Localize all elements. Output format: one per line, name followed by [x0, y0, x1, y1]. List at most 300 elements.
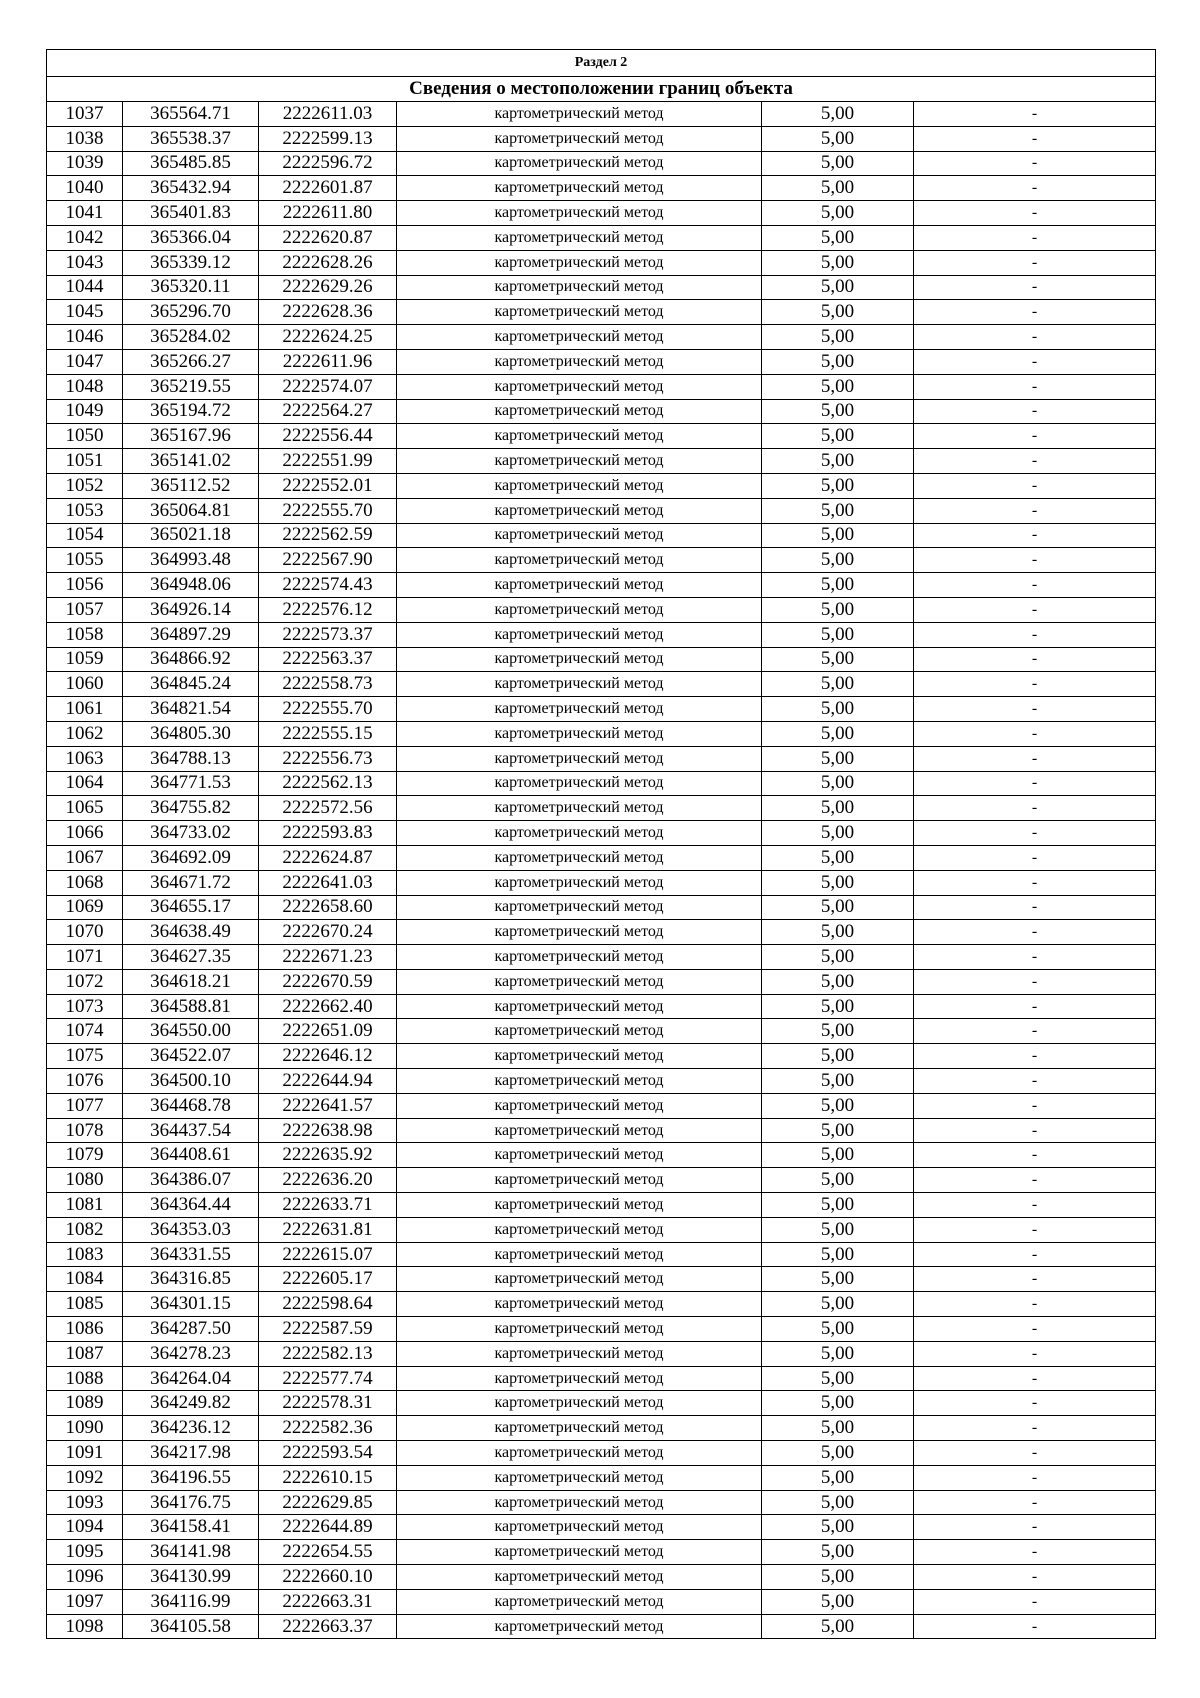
- x-coordinate-cell: 364588.81: [123, 994, 259, 1019]
- table-row: [47, 473, 1156, 498]
- method-cell: картометрический метод: [397, 895, 762, 920]
- table-row: [47, 201, 1156, 226]
- point-number-cell: 1095: [47, 1540, 123, 1565]
- y-coordinate-cell: 2222611.80: [259, 201, 397, 226]
- y-coordinate-cell: 2222598.64: [259, 1292, 397, 1317]
- point-number-cell: 1064: [47, 771, 123, 796]
- method-cell: картометрический метод: [397, 1292, 762, 1317]
- method-cell: картометрический метод: [397, 1614, 762, 1639]
- x-coordinate-cell: 364331.55: [123, 1242, 259, 1267]
- x-coordinate-cell: 364158.41: [123, 1515, 259, 1540]
- y-coordinate-cell: 2222552.01: [259, 473, 397, 498]
- x-coordinate-cell: 364897.29: [123, 622, 259, 647]
- note-cell: -: [914, 473, 1156, 498]
- note-cell: -: [914, 1242, 1156, 1267]
- table-row: [47, 1317, 1156, 1342]
- note-cell: -: [914, 1416, 1156, 1441]
- accuracy-cell: 5,00: [762, 920, 914, 945]
- point-number-cell: 1096: [47, 1565, 123, 1590]
- y-coordinate-cell: 2222605.17: [259, 1267, 397, 1292]
- x-coordinate-cell: 364437.54: [123, 1118, 259, 1143]
- table-row: [47, 548, 1156, 573]
- y-coordinate-cell: 2222636.20: [259, 1168, 397, 1193]
- y-coordinate-cell: 2222611.96: [259, 349, 397, 374]
- point-number-cell: 1093: [47, 1490, 123, 1515]
- table-row: [47, 1416, 1156, 1441]
- accuracy-cell: 5,00: [762, 870, 914, 895]
- x-coordinate-cell: 364522.07: [123, 1044, 259, 1069]
- point-number-cell: 1075: [47, 1044, 123, 1069]
- note-cell: -: [914, 870, 1156, 895]
- method-cell: картометрический метод: [397, 126, 762, 151]
- point-number-cell: 1044: [47, 275, 123, 300]
- note-cell: -: [914, 1044, 1156, 1069]
- y-coordinate-cell: 2222658.60: [259, 895, 397, 920]
- accuracy-cell: 5,00: [762, 597, 914, 622]
- x-coordinate-cell: 365266.27: [123, 349, 259, 374]
- accuracy-cell: 5,00: [762, 1193, 914, 1218]
- note-cell: -: [914, 225, 1156, 250]
- table-row: [47, 870, 1156, 895]
- x-coordinate-cell: 364353.03: [123, 1217, 259, 1242]
- accuracy-cell: 5,00: [762, 845, 914, 870]
- note-cell: -: [914, 796, 1156, 821]
- point-number-cell: 1053: [47, 498, 123, 523]
- method-cell: картометрический метод: [397, 1589, 762, 1614]
- method-cell: картометрический метод: [397, 548, 762, 573]
- table-row: [47, 647, 1156, 672]
- y-coordinate-cell: 2222562.13: [259, 771, 397, 796]
- method-cell: картометрический метод: [397, 920, 762, 945]
- accuracy-cell: 5,00: [762, 473, 914, 498]
- y-coordinate-cell: 2222628.26: [259, 250, 397, 275]
- y-coordinate-cell: 2222660.10: [259, 1565, 397, 1590]
- table-row: [47, 845, 1156, 870]
- x-coordinate-cell: 364316.85: [123, 1267, 259, 1292]
- table-row: [47, 721, 1156, 746]
- accuracy-cell: 5,00: [762, 1614, 914, 1639]
- note-cell: -: [914, 895, 1156, 920]
- point-number-cell: 1037: [47, 102, 123, 127]
- note-cell: -: [914, 573, 1156, 598]
- y-coordinate-cell: 2222635.92: [259, 1143, 397, 1168]
- y-coordinate-cell: 2222558.73: [259, 672, 397, 697]
- table-row: [47, 969, 1156, 994]
- note-cell: -: [914, 672, 1156, 697]
- x-coordinate-cell: 364301.15: [123, 1292, 259, 1317]
- table-row: [47, 523, 1156, 548]
- point-number-cell: 1087: [47, 1341, 123, 1366]
- accuracy-cell: 5,00: [762, 1416, 914, 1441]
- method-cell: картометрический метод: [397, 1317, 762, 1342]
- point-number-cell: 1072: [47, 969, 123, 994]
- table-row: [47, 349, 1156, 374]
- table-row: [47, 1292, 1156, 1317]
- note-cell: -: [914, 399, 1156, 424]
- point-number-cell: 1084: [47, 1267, 123, 1292]
- accuracy-cell: 5,00: [762, 672, 914, 697]
- section-header-row: [47, 50, 1156, 77]
- note-cell: -: [914, 1217, 1156, 1242]
- accuracy-cell: 5,00: [762, 622, 914, 647]
- note-cell: -: [914, 1391, 1156, 1416]
- point-number-cell: 1076: [47, 1069, 123, 1094]
- point-number-cell: 1055: [47, 548, 123, 573]
- y-coordinate-cell: 2222633.71: [259, 1193, 397, 1218]
- point-number-cell: 1068: [47, 870, 123, 895]
- note-cell: -: [914, 1366, 1156, 1391]
- y-coordinate-cell: 2222641.03: [259, 870, 397, 895]
- accuracy-cell: 5,00: [762, 523, 914, 548]
- accuracy-cell: 5,00: [762, 151, 914, 176]
- y-coordinate-cell: 2222556.44: [259, 424, 397, 449]
- point-number-cell: 1062: [47, 721, 123, 746]
- accuracy-cell: 5,00: [762, 300, 914, 325]
- note-cell: -: [914, 176, 1156, 201]
- title-header-row: [47, 77, 1156, 102]
- method-cell: картометрический метод: [397, 697, 762, 722]
- table-row: [47, 225, 1156, 250]
- method-cell: картометрический метод: [397, 1118, 762, 1143]
- note-cell: -: [914, 994, 1156, 1019]
- point-number-cell: 1052: [47, 473, 123, 498]
- accuracy-cell: 5,00: [762, 1093, 914, 1118]
- table-row: [47, 1565, 1156, 1590]
- y-coordinate-cell: 2222573.37: [259, 622, 397, 647]
- table-row: [47, 250, 1156, 275]
- note-cell: -: [914, 969, 1156, 994]
- note-cell: -: [914, 920, 1156, 945]
- method-cell: картометрический метод: [397, 473, 762, 498]
- y-coordinate-cell: 2222555.15: [259, 721, 397, 746]
- accuracy-cell: 5,00: [762, 771, 914, 796]
- note-cell: -: [914, 424, 1156, 449]
- table-row: [47, 895, 1156, 920]
- note-cell: -: [914, 349, 1156, 374]
- x-coordinate-cell: 365485.85: [123, 151, 259, 176]
- accuracy-cell: 5,00: [762, 1019, 914, 1044]
- table-row: [47, 176, 1156, 201]
- accuracy-cell: 5,00: [762, 1341, 914, 1366]
- point-number-cell: 1043: [47, 250, 123, 275]
- method-cell: картометрический метод: [397, 1242, 762, 1267]
- note-cell: -: [914, 721, 1156, 746]
- accuracy-cell: 5,00: [762, 548, 914, 573]
- accuracy-cell: 5,00: [762, 225, 914, 250]
- note-cell: -: [914, 374, 1156, 399]
- y-coordinate-cell: 2222654.55: [259, 1540, 397, 1565]
- table-row: [47, 325, 1156, 350]
- note-cell: -: [914, 697, 1156, 722]
- note-cell: -: [914, 821, 1156, 846]
- note-cell: -: [914, 1614, 1156, 1639]
- x-coordinate-cell: 364655.17: [123, 895, 259, 920]
- table-row: [47, 1490, 1156, 1515]
- note-cell: -: [914, 647, 1156, 672]
- point-number-cell: 1092: [47, 1465, 123, 1490]
- accuracy-cell: 5,00: [762, 201, 914, 226]
- x-coordinate-cell: 364866.92: [123, 647, 259, 672]
- x-coordinate-cell: 364618.21: [123, 969, 259, 994]
- y-coordinate-cell: 2222628.36: [259, 300, 397, 325]
- note-cell: -: [914, 1465, 1156, 1490]
- accuracy-cell: 5,00: [762, 176, 914, 201]
- accuracy-cell: 5,00: [762, 1490, 914, 1515]
- accuracy-cell: 5,00: [762, 1366, 914, 1391]
- point-number-cell: 1079: [47, 1143, 123, 1168]
- method-cell: картометрический метод: [397, 498, 762, 523]
- table-row: [47, 1044, 1156, 1069]
- method-cell: картометрический метод: [397, 1044, 762, 1069]
- x-coordinate-cell: 364364.44: [123, 1193, 259, 1218]
- y-coordinate-cell: 2222670.59: [259, 969, 397, 994]
- y-coordinate-cell: 2222629.85: [259, 1490, 397, 1515]
- y-coordinate-cell: 2222651.09: [259, 1019, 397, 1044]
- table-row: [47, 1614, 1156, 1639]
- note-cell: -: [914, 845, 1156, 870]
- point-number-cell: 1085: [47, 1292, 123, 1317]
- y-coordinate-cell: 2222620.87: [259, 225, 397, 250]
- x-coordinate-cell: 364926.14: [123, 597, 259, 622]
- accuracy-cell: 5,00: [762, 325, 914, 350]
- method-cell: картометрический метод: [397, 796, 762, 821]
- x-coordinate-cell: 364788.13: [123, 746, 259, 771]
- y-coordinate-cell: 2222578.31: [259, 1391, 397, 1416]
- point-number-cell: 1066: [47, 821, 123, 846]
- y-coordinate-cell: 2222663.37: [259, 1614, 397, 1639]
- table-row: [47, 1341, 1156, 1366]
- note-cell: -: [914, 1093, 1156, 1118]
- accuracy-cell: 5,00: [762, 895, 914, 920]
- table-row: [47, 945, 1156, 970]
- note-cell: -: [914, 1168, 1156, 1193]
- note-cell: -: [914, 325, 1156, 350]
- note-cell: -: [914, 449, 1156, 474]
- x-coordinate-cell: 364771.53: [123, 771, 259, 796]
- x-coordinate-cell: 365194.72: [123, 399, 259, 424]
- y-coordinate-cell: 2222562.59: [259, 523, 397, 548]
- x-coordinate-cell: 364805.30: [123, 721, 259, 746]
- accuracy-cell: 5,00: [762, 374, 914, 399]
- y-coordinate-cell: 2222644.89: [259, 1515, 397, 1540]
- accuracy-cell: 5,00: [762, 821, 914, 846]
- table-title: Сведения о местоположении границ объекта: [47, 77, 1156, 102]
- accuracy-cell: 5,00: [762, 1465, 914, 1490]
- method-cell: картометрический метод: [397, 325, 762, 350]
- x-coordinate-cell: 364105.58: [123, 1614, 259, 1639]
- method-cell: картометрический метод: [397, 1193, 762, 1218]
- method-cell: картометрический метод: [397, 573, 762, 598]
- table-row: [47, 399, 1156, 424]
- method-cell: картометрический метод: [397, 1565, 762, 1590]
- note-cell: -: [914, 275, 1156, 300]
- table-row: [47, 1093, 1156, 1118]
- x-coordinate-cell: 364550.00: [123, 1019, 259, 1044]
- point-number-cell: 1071: [47, 945, 123, 970]
- point-number-cell: 1078: [47, 1118, 123, 1143]
- accuracy-cell: 5,00: [762, 275, 914, 300]
- point-number-cell: 1090: [47, 1416, 123, 1441]
- table-row: [47, 102, 1156, 127]
- y-coordinate-cell: 2222551.99: [259, 449, 397, 474]
- y-coordinate-cell: 2222572.56: [259, 796, 397, 821]
- point-number-cell: 1069: [47, 895, 123, 920]
- method-cell: картометрический метод: [397, 523, 762, 548]
- point-number-cell: 1074: [47, 1019, 123, 1044]
- note-cell: -: [914, 523, 1156, 548]
- point-number-cell: 1046: [47, 325, 123, 350]
- x-coordinate-cell: 364264.04: [123, 1366, 259, 1391]
- point-number-cell: 1048: [47, 374, 123, 399]
- x-coordinate-cell: 365538.37: [123, 126, 259, 151]
- table-row: [47, 449, 1156, 474]
- accuracy-cell: 5,00: [762, 424, 914, 449]
- y-coordinate-cell: 2222596.72: [259, 151, 397, 176]
- method-cell: картометрический метод: [397, 300, 762, 325]
- note-cell: -: [914, 1540, 1156, 1565]
- x-coordinate-cell: 364627.35: [123, 945, 259, 970]
- x-coordinate-cell: 364217.98: [123, 1441, 259, 1466]
- point-number-cell: 1057: [47, 597, 123, 622]
- y-coordinate-cell: 2222574.07: [259, 374, 397, 399]
- method-cell: картометрический метод: [397, 151, 762, 176]
- note-cell: -: [914, 102, 1156, 127]
- table-row: [47, 126, 1156, 151]
- note-cell: -: [914, 1143, 1156, 1168]
- table-row: [47, 1540, 1156, 1565]
- accuracy-cell: 5,00: [762, 102, 914, 127]
- table-row: [47, 1019, 1156, 1044]
- note-cell: -: [914, 1490, 1156, 1515]
- point-number-cell: 1065: [47, 796, 123, 821]
- note-cell: -: [914, 622, 1156, 647]
- point-number-cell: 1073: [47, 994, 123, 1019]
- method-cell: картометрический метод: [397, 771, 762, 796]
- point-number-cell: 1050: [47, 424, 123, 449]
- x-coordinate-cell: 365339.12: [123, 250, 259, 275]
- table-row: [47, 1465, 1156, 1490]
- table-row: [47, 275, 1156, 300]
- method-cell: картометрический метод: [397, 449, 762, 474]
- point-number-cell: 1058: [47, 622, 123, 647]
- x-coordinate-cell: 365432.94: [123, 176, 259, 201]
- y-coordinate-cell: 2222556.73: [259, 746, 397, 771]
- method-cell: картометрический метод: [397, 374, 762, 399]
- note-cell: -: [914, 250, 1156, 275]
- note-cell: -: [914, 746, 1156, 771]
- table-row: [47, 597, 1156, 622]
- x-coordinate-cell: 364278.23: [123, 1341, 259, 1366]
- method-cell: картометрический метод: [397, 1540, 762, 1565]
- method-cell: картометрический метод: [397, 225, 762, 250]
- note-cell: -: [914, 1441, 1156, 1466]
- accuracy-cell: 5,00: [762, 1168, 914, 1193]
- note-cell: -: [914, 1317, 1156, 1342]
- table-row: [47, 1589, 1156, 1614]
- note-cell: -: [914, 1589, 1156, 1614]
- point-number-cell: 1045: [47, 300, 123, 325]
- accuracy-cell: 5,00: [762, 1391, 914, 1416]
- method-cell: картометрический метод: [397, 1217, 762, 1242]
- accuracy-cell: 5,00: [762, 250, 914, 275]
- method-cell: картометрический метод: [397, 672, 762, 697]
- point-number-cell: 1088: [47, 1366, 123, 1391]
- point-number-cell: 1097: [47, 1589, 123, 1614]
- note-cell: -: [914, 945, 1156, 970]
- table-row: [47, 1441, 1156, 1466]
- method-cell: картометрический метод: [397, 399, 762, 424]
- x-coordinate-cell: 365219.55: [123, 374, 259, 399]
- y-coordinate-cell: 2222577.74: [259, 1366, 397, 1391]
- y-coordinate-cell: 2222646.12: [259, 1044, 397, 1069]
- method-cell: картометрический метод: [397, 969, 762, 994]
- x-coordinate-cell: 364130.99: [123, 1565, 259, 1590]
- y-coordinate-cell: 2222555.70: [259, 498, 397, 523]
- note-cell: -: [914, 1565, 1156, 1590]
- accuracy-cell: 5,00: [762, 1540, 914, 1565]
- accuracy-cell: 5,00: [762, 126, 914, 151]
- table-row: [47, 746, 1156, 771]
- accuracy-cell: 5,00: [762, 647, 914, 672]
- method-cell: картометрический метод: [397, 1391, 762, 1416]
- table-row: [47, 796, 1156, 821]
- x-coordinate-cell: 365366.04: [123, 225, 259, 250]
- method-cell: картометрический метод: [397, 1416, 762, 1441]
- y-coordinate-cell: 2222574.43: [259, 573, 397, 598]
- x-coordinate-cell: 365112.52: [123, 473, 259, 498]
- note-cell: -: [914, 126, 1156, 151]
- method-cell: картометрический метод: [397, 349, 762, 374]
- y-coordinate-cell: 2222564.27: [259, 399, 397, 424]
- method-cell: картометрический метод: [397, 821, 762, 846]
- method-cell: картометрический метод: [397, 1143, 762, 1168]
- point-number-cell: 1080: [47, 1168, 123, 1193]
- accuracy-cell: 5,00: [762, 1118, 914, 1143]
- accuracy-cell: 5,00: [762, 796, 914, 821]
- y-coordinate-cell: 2222555.70: [259, 697, 397, 722]
- note-cell: -: [914, 1019, 1156, 1044]
- x-coordinate-cell: 364116.99: [123, 1589, 259, 1614]
- method-cell: картометрический метод: [397, 1019, 762, 1044]
- y-coordinate-cell: 2222563.37: [259, 647, 397, 672]
- point-number-cell: 1061: [47, 697, 123, 722]
- y-coordinate-cell: 2222670.24: [259, 920, 397, 945]
- point-number-cell: 1077: [47, 1093, 123, 1118]
- table-row: [47, 1217, 1156, 1242]
- point-number-cell: 1038: [47, 126, 123, 151]
- x-coordinate-cell: 364821.54: [123, 697, 259, 722]
- accuracy-cell: 5,00: [762, 1441, 914, 1466]
- y-coordinate-cell: 2222587.59: [259, 1317, 397, 1342]
- table-row: [47, 1242, 1156, 1267]
- y-coordinate-cell: 2222593.83: [259, 821, 397, 846]
- point-number-cell: 1086: [47, 1317, 123, 1342]
- method-cell: картометрический метод: [397, 1069, 762, 1094]
- table-row: [47, 374, 1156, 399]
- note-cell: -: [914, 771, 1156, 796]
- point-number-cell: 1039: [47, 151, 123, 176]
- x-coordinate-cell: 364692.09: [123, 845, 259, 870]
- point-number-cell: 1067: [47, 845, 123, 870]
- x-coordinate-cell: 364733.02: [123, 821, 259, 846]
- method-cell: картометрический метод: [397, 746, 762, 771]
- note-cell: -: [914, 1341, 1156, 1366]
- note-cell: -: [914, 300, 1156, 325]
- method-cell: картометрический метод: [397, 721, 762, 746]
- method-cell: картометрический метод: [397, 622, 762, 647]
- method-cell: картометрический метод: [397, 1267, 762, 1292]
- y-coordinate-cell: 2222624.87: [259, 845, 397, 870]
